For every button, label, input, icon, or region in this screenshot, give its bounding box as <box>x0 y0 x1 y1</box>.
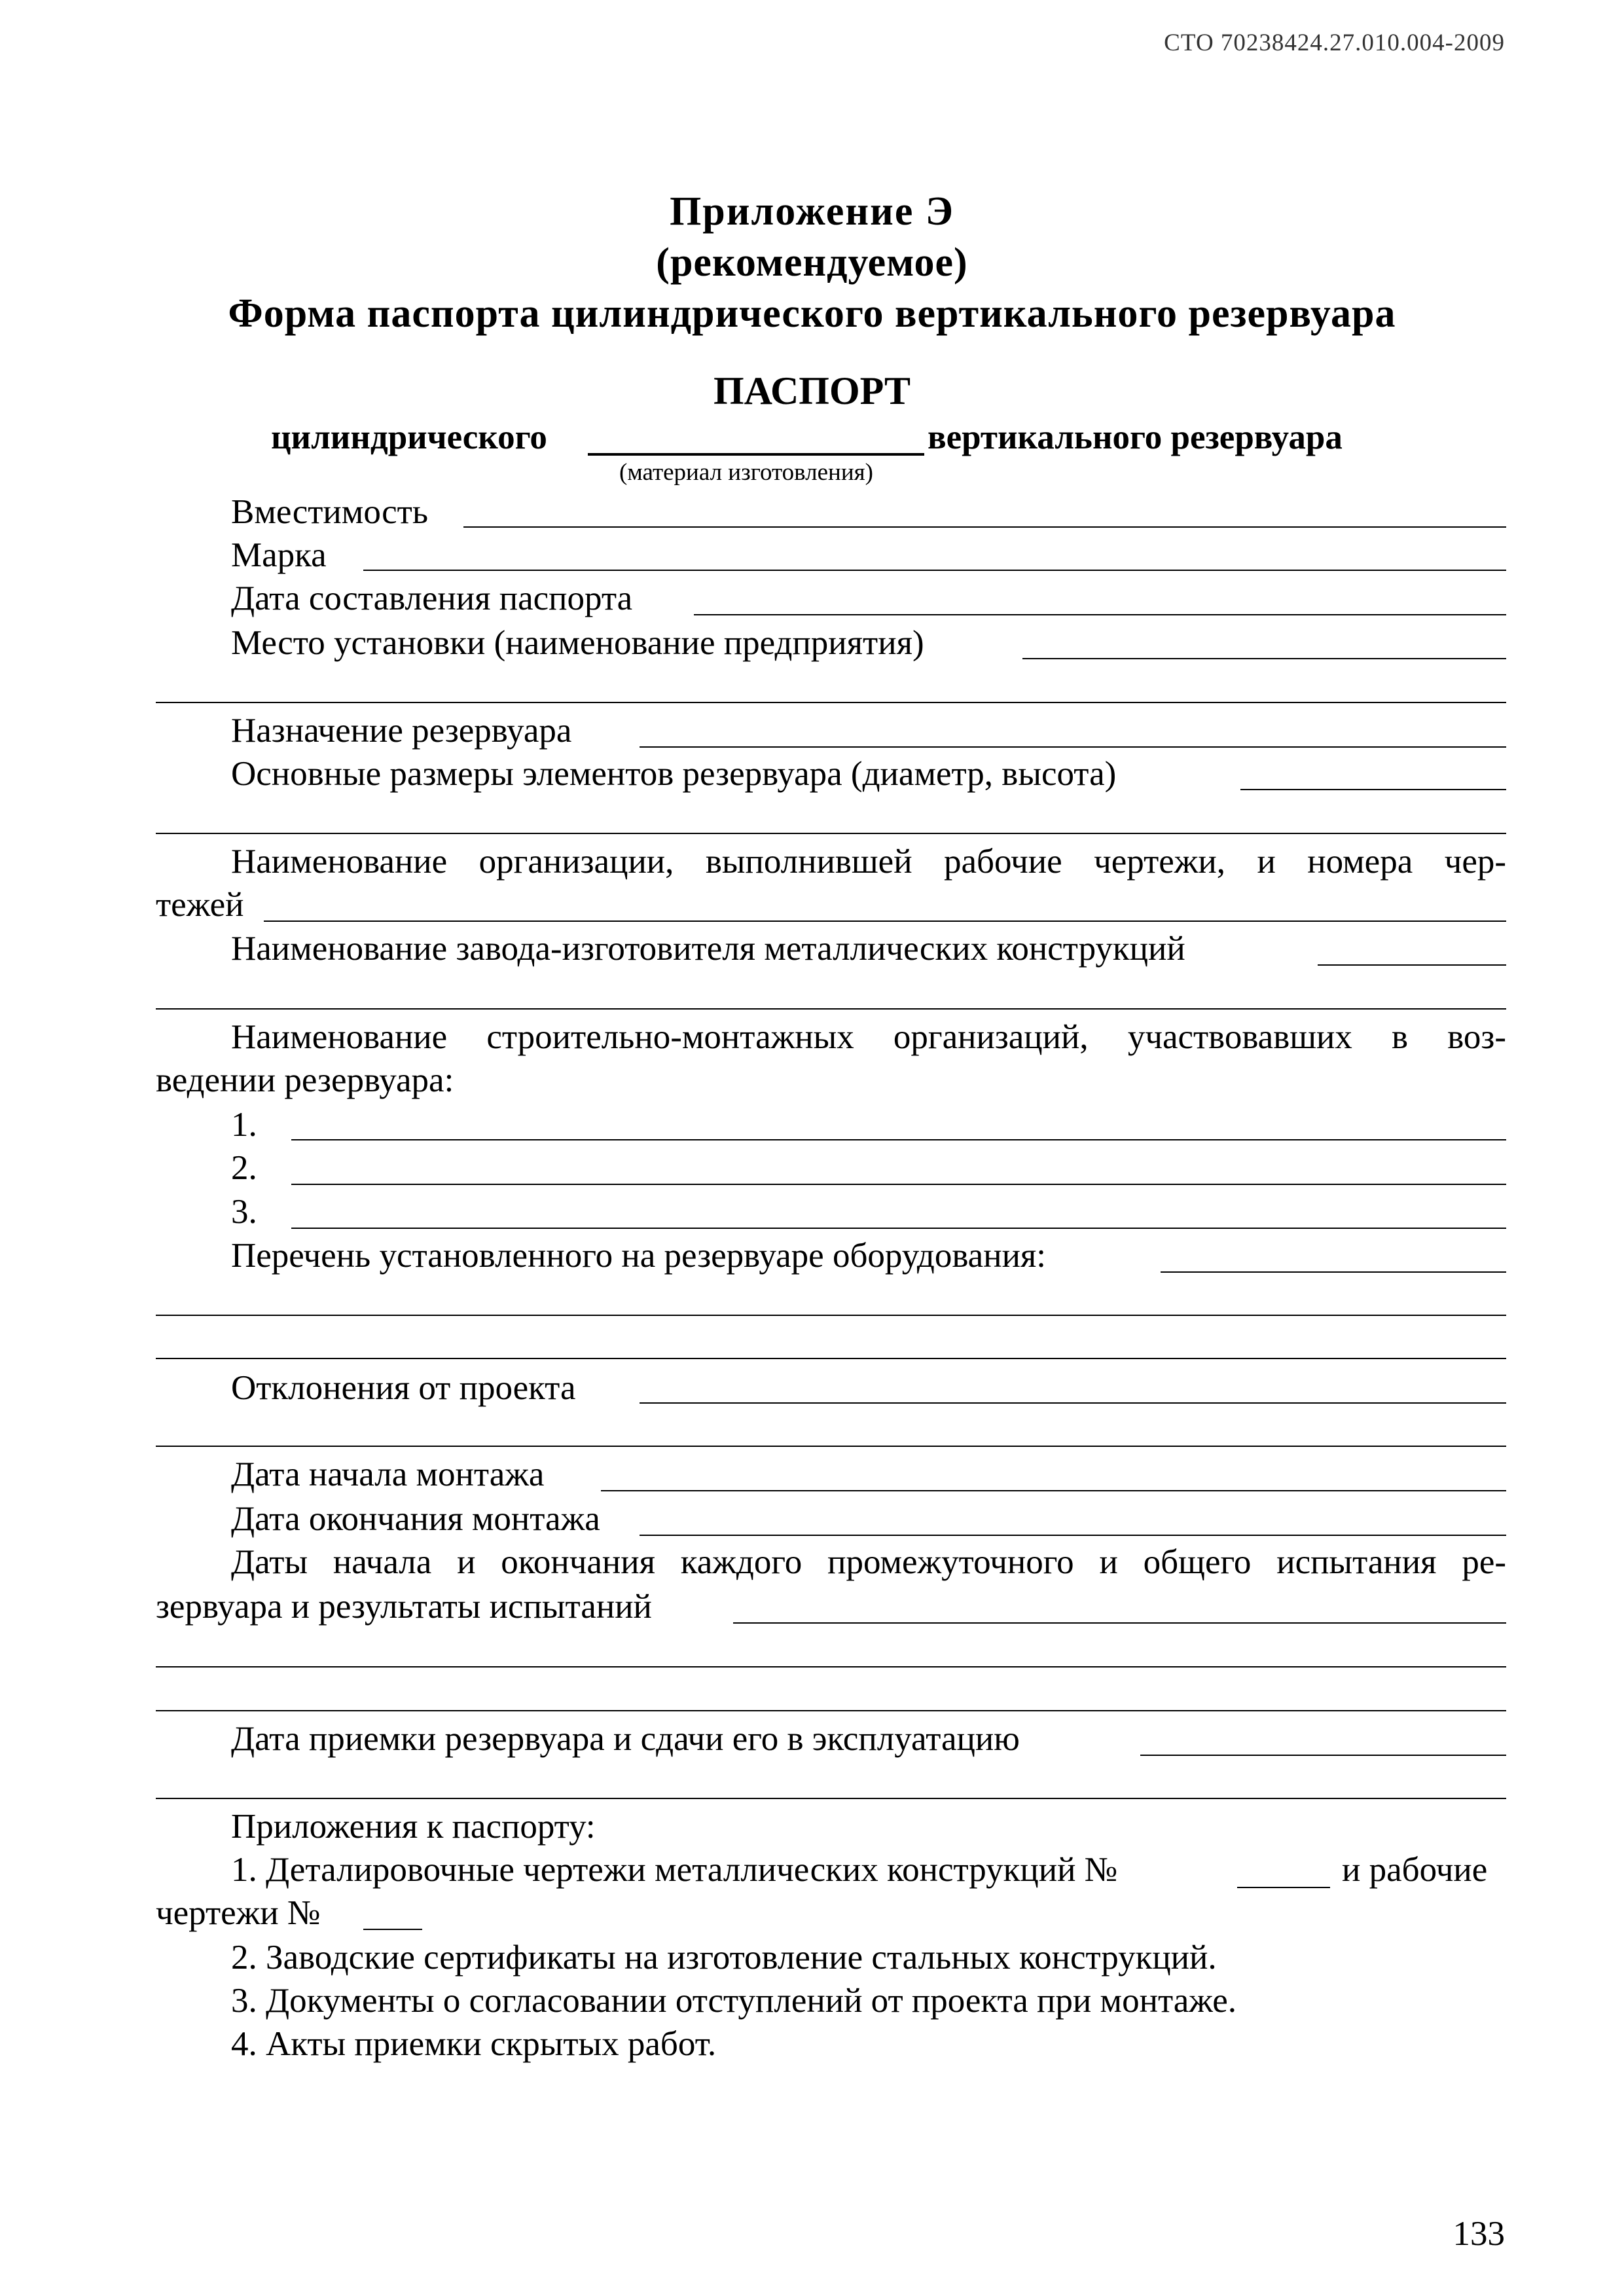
form-title: Форма паспорта цилиндрического вертикального резервуара <box>228 291 1396 336</box>
tests-label-line1: Даты начала и окончания каждого промежуточного и общего испытания ре- <box>231 1543 1506 1581</box>
item-1-number: 1. <box>231 1106 257 1144</box>
appendix-status: (рекомендуемое) <box>656 240 968 285</box>
equipment-field-line2[interactable] <box>156 1315 1506 1316</box>
date-compiled-field[interactable] <box>694 614 1506 615</box>
dimensions-field-continued[interactable] <box>156 833 1506 834</box>
design-org-field[interactable] <box>264 920 1506 922</box>
manufacturer-label: Наименование завода-изготовителя металлических конструкций <box>231 930 1185 968</box>
location-field-continued[interactable] <box>156 702 1506 703</box>
tests-field[interactable] <box>733 1622 1506 1624</box>
page-number: 133 <box>1453 2215 1505 2253</box>
design-org-label <box>231 842 1506 881</box>
dimensions-field[interactable] <box>1240 789 1506 790</box>
construction-label-line2: ведении резервуара: <box>156 1061 454 1099</box>
manufacturer-field[interactable] <box>1318 964 1506 966</box>
appendix-title: Приложение Э <box>670 189 954 234</box>
construction-org-1-field[interactable] <box>291 1139 1506 1140</box>
equipment-field[interactable] <box>1161 1271 1506 1273</box>
attachment-1-start: 1. Деталировочные чертежи металлических конструкций № <box>231 1851 1118 1889</box>
attachment-4: 4. Акты приемки скрытых работ. <box>231 2025 717 2063</box>
material-note: (материал изготовления) <box>619 459 873 486</box>
date-compiled-label: Дата составления паспорта <box>231 579 633 617</box>
acceptance-field-continued[interactable] <box>156 1798 1506 1799</box>
deviations-label: Отклонения от проекта <box>231 1369 576 1407</box>
tests-label-line2: зервуара и результаты испытаний <box>156 1588 652 1626</box>
acceptance-field[interactable] <box>1140 1755 1506 1756</box>
passport-title: ПАСПОРТ <box>713 369 911 412</box>
equipment-field-line3[interactable] <box>156 1358 1506 1359</box>
deviations-field[interactable] <box>640 1402 1506 1404</box>
subtitle-right: вертикального резервуара <box>928 418 1343 456</box>
construction-label-line1: Наименование строительно-монтажных организаций, участвовавших в воз- <box>231 1018 1506 1056</box>
material-field[interactable] <box>588 453 924 456</box>
purpose-field[interactable] <box>640 746 1506 748</box>
manufacturer-field-continued[interactable] <box>156 1008 1506 1010</box>
acceptance-label: Дата приемки резервуара и сдачи его в эксплуатацию <box>231 1720 1020 1758</box>
attachment-1-detail-number-field[interactable] <box>1237 1887 1330 1888</box>
design-org-label-line1: Наименование организации, выполнившей рабочие чертежи, и номера чер- <box>231 843 1506 881</box>
attachment-1-drawing-number-field[interactable] <box>363 1929 422 1930</box>
construction-org-3-field[interactable] <box>291 1228 1506 1229</box>
subtitle-left: цилиндрического <box>271 418 547 456</box>
attachment-3: 3. Документы о согласовании отступлений от проекта при монтаже. <box>231 1982 1236 2020</box>
capacity-label: Вместимость <box>231 493 428 531</box>
install-end-field[interactable] <box>640 1535 1506 1536</box>
attachment-1-mid: и рабочие <box>1342 1851 1488 1889</box>
deviations-field-continued[interactable] <box>156 1446 1506 1447</box>
item-3-number: 3. <box>231 1193 257 1231</box>
install-start-label: Дата начала монтажа <box>231 1455 545 1493</box>
install-end-label: Дата окончания монтажа <box>231 1500 600 1538</box>
capacity-field[interactable] <box>463 526 1506 528</box>
attachments-heading: Приложения к паспорту: <box>231 1808 596 1846</box>
attachment-2: 2. Заводские сертификаты на изготовление стальных конструкций. <box>231 1939 1217 1977</box>
design-org-label-line2: тежей <box>156 886 244 924</box>
tests-field-line3[interactable] <box>156 1710 1506 1711</box>
grade-label: Марка <box>231 536 327 574</box>
construction-label <box>231 1017 1506 1057</box>
grade-field[interactable] <box>363 570 1506 571</box>
location-field[interactable] <box>1022 658 1506 659</box>
purpose-label: Назначение резервуара <box>231 712 572 750</box>
document-code: СТО 70238424.27.010.004-2009 <box>1164 29 1505 56</box>
attachment-1-end: чертежи № <box>156 1894 321 1932</box>
tests-field-line2[interactable] <box>156 1666 1506 1667</box>
install-start-field[interactable] <box>601 1490 1506 1491</box>
tests-label <box>231 1542 1506 1582</box>
equipment-label: Перечень установленного на резервуаре оборудования: <box>231 1237 1047 1275</box>
item-2-number: 2. <box>231 1149 257 1187</box>
construction-org-2-field[interactable] <box>291 1184 1506 1185</box>
location-label: Место установки (наименование предприятия) <box>231 624 924 662</box>
dimensions-label: Основные размеры элементов резервуара (диаметр, высота) <box>231 755 1117 793</box>
